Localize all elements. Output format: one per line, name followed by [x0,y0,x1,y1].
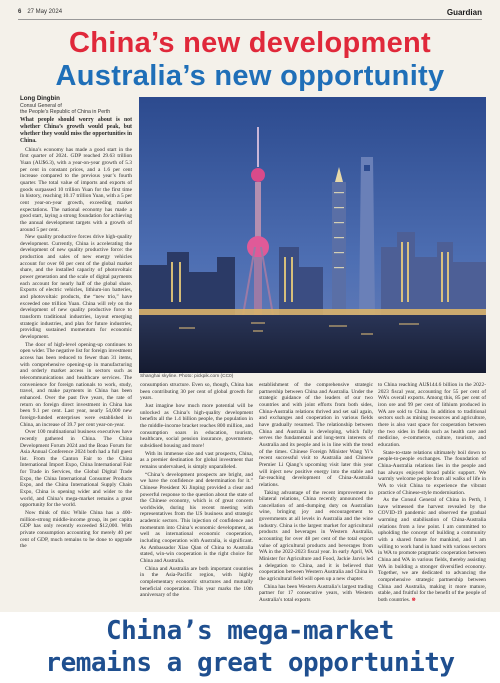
issue-date: 27 May 2024 [27,9,63,15]
headline-line-2: Australia’s new opportunity [55,60,445,92]
paragraph: China has been Western Australia’s largest trading partner for 17 consecutive years, with Western Australia’s total exports [259,583,373,603]
banner-line-1: China’s mega-market [106,616,394,646]
paragraph [378,497,486,604]
headline-line-1: China’s new development [69,27,431,59]
page-number: 6 [18,9,22,15]
byline [20,96,130,116]
paragraph: “China’s development prospects are bright, and we have the confidence and determination for it.” Chinese President Xi Jinping provided a clear and powerful response to the question about the state of the Chinese economy, which is of great concern worldwide, during his recent meeting with representatives from the US business and strategic academic sectors. This injection of confidence and momentum into China’s economic development, as well as international economic cooperation, including cooperation with Australia, is significant. As Ambassador Xiao Qian of China to Australia stated, win-win cooperation is the right choice for China and Australia. [140,471,253,565]
paragraph: Over 100 multinational business executives have recently gathered in China. The China Development Forum 2024 and the Boao Forum for Asia Annual Conference 2024 both had a full guest list. From the Canton Fair to the China International Import Expo, China International Fair for Trade in Services, the Global Digital Trade Expo, the China International Consumer Products Expo, and the China International Supply Chain Expo, China is opening wider and wider to the world, and China’s mega-market remains a great opportunity for the world. [20,429,132,509]
photo-caption: Shanghai skyline. Photo: pickpik.com (CC0) [140,374,234,379]
author-title: Consul General of [20,102,62,109]
paragraph: establishment of the comprehensive strategic partnership between China and Australia. Under the strategic guidance of the leaders of our two countries and with joint efforts from both sides, China-Australia relations thrived and set sail again, and exchanges and cooperation in various fields have gradually resumed. The relationship between China and Australia is developing, which fully serves the fundamental and long-term interests of Australia and its people and is in line with the trend of the times. Chinese Foreign Minister Wang Yi’s recent successful visit to Australia and Chinese Premier Li Qiang’s upcoming visit later this year will inject new positive energy into the stable and far-reaching development of China-Australia relations. [259,382,373,488]
shanghai-skyline-photo [139,97,486,373]
author-name: Long Dingbin [20,95,60,102]
pull-quote-banner [0,612,500,683]
article-column-3 [259,382,373,607]
paragraph: Taking advantage of the recent improvement in bilateral relations, China recently announced the cancellation of anti-dumping duty on Australian wine, bringing joy and encouragement to governments at all levels in Australia and the wine industry. China is the largest market for agricultural products and beverages in Western Australia, accounting for over 48 per cent of the total export value of agricultural products and beverages from WA in the 2022-2023 fiscal year. In early April, WA Minister for Agriculture and Food, Jackie Jarvis led a delegation to China, and it is believed that cooperation between Western Australia and China in the agricultural field will open up a new chapter. [259,489,373,583]
paragraph: New quality productive forces drive high-quality development. Currently, China is accelerating the development of new quality productive force: the production and sales of new energy vehicles account for over 60 per cent of the global market share, and the installed capacity of photovoltaic power generation and the scale of digital payments each account for nearly half of the global share. Exports of electric vehicles, lithium-ion batteries, and photovoltaic products, the “new trio,” have exceeded one trillion Yuan. China will rely on the development of new quality productive force to transform traditional industries, layout emerging strategic industries, and plan for future industries, providing sustained momentum for economic development. [20,234,132,340]
article-column-4 [378,382,486,607]
page-header [18,6,482,18]
article-column-2 [140,382,253,607]
paragraph: consumption structure. Even so, though, China has been contributing 30 per cent of global growth for years. [140,382,253,402]
author-title-2: the People’s Republic of China in Perth [20,109,111,116]
paragraph: The door of high-level opening-up continues to open wider. The negative list for foreign investment access has been reduced to fewer than 31 items, with comprehensive opening-up in manufacturing and orderly market access in sectors such as telecommunications and healthcare services. The convenience for foreign nationals to work, study, travel, and make payments in China has been enhanced. Over the past five years, the rate of return on foreign direct investment in China has been 9.1 per cent. Last year, nearly 54,000 new foreign-funded enterprises were established in China, an increase of 39.7 per cent year-on-year. [20,341,132,428]
banner-line-2: remains a great opportunity [45,648,455,678]
paragraph: Now think of this: While China has a 400-million-strong middle-income group, its per capita GDP has only recently exceeded $12,000. With private consumption accounting for merely 40 per cent of GDP, much remains to be done to upgrade the [20,510,132,550]
paragraph: With its immense size and vast prospects, China, as a premier destination for global investment that remains undervalued, is simply unparalleled. [140,450,253,470]
end-of-article-icon: ⊗ [411,597,416,603]
paragraph: to China reaching AU$144.6 billion in the 2022-2023 fiscal year, accounting for 55 per cent of WA’s overall exports. Among this, 85 per cent of iron ore and 99 per cent of lithium produced in WA are sold to China. In addition to traditional sectors such as mining resources and agriculture, there is also vast space for cooperation between the two sides in fields such as health care and medicine, e-commerce, culture, tourism, and education. [378,382,486,448]
header-divider [18,19,482,20]
paragraph: China and Australia are both important countries in the Asia-Pacific region, with highly complementary economic structures and mutually beneficial cooperation. This year marks the 10th anniversary of the [140,565,253,599]
lead-paragraph: What people should worry about is not whether China’s growth would peak, but whether they would miss the opportunities in China. [20,117,132,144]
paragraph: Just imagine how much more potential will be unlocked as China’s high-quality development benefits all the 1.4 billion people, the population in the middle-income bracket reaches 800 million, and consumption soars in education, tourism, healthcare, social pension insurance, government-subsidised housing and more! [140,402,253,449]
masthead: Guardian [446,7,482,17]
article-column-1 [20,117,132,597]
jin-mao-tower [332,167,346,315]
shanghai-world-financial-center [359,157,375,315]
paragraph-text: As the Consul General of China in Perth, I have witnessed the harvest revealed by the COVID-19 pandemic and observed the gradual warming and stabilisation of China-Australia relations from a low point. I am committed to upholding the concept of building a community with a shared future for mankind, and I am willing to work hand in hand with various sectors in WA to promote pragmatic cooperation between China and WA in various fields, thereby assisting WA in building a stronger diversified economy. Together, we are dedicated to advancing the comprehensive strategic partnership between China and Australia, making it more mature, stable, and fruitful for the benefit of the people of both countries. [378,497,486,603]
skyline-illustration [139,97,486,373]
paragraph: State-to-state relations ultimately boil down to people-to-people exchanges. The foundation of China-Australia relations lies in the people and has always enjoyed broad public support. We warmly welcome people from all walks of life in WA to visit China to experience the vibrant practice of Chinese-style modernisation. [378,449,486,496]
paragraph: China’s economy has made a good start in the first quarter of 2024. GDP reached 29.63 trillion Yuan (AU$6.3), with a year-on-year growth of 5.3 per cent in constant prices, and a 1.6 per cent increase compared to the previous year’s fourth quarter. The total value of imports and exports of goods surpassed 10 trillion Yuan for the first time in history, reaching 10.17 trillion Yuan, with a 5 per cent year-on-year growth, exceeding market expectations. The national economy has made a good start, laying a strong foundation for achieving the annual development targets with a growth of around 5 per cent. [20,146,132,233]
